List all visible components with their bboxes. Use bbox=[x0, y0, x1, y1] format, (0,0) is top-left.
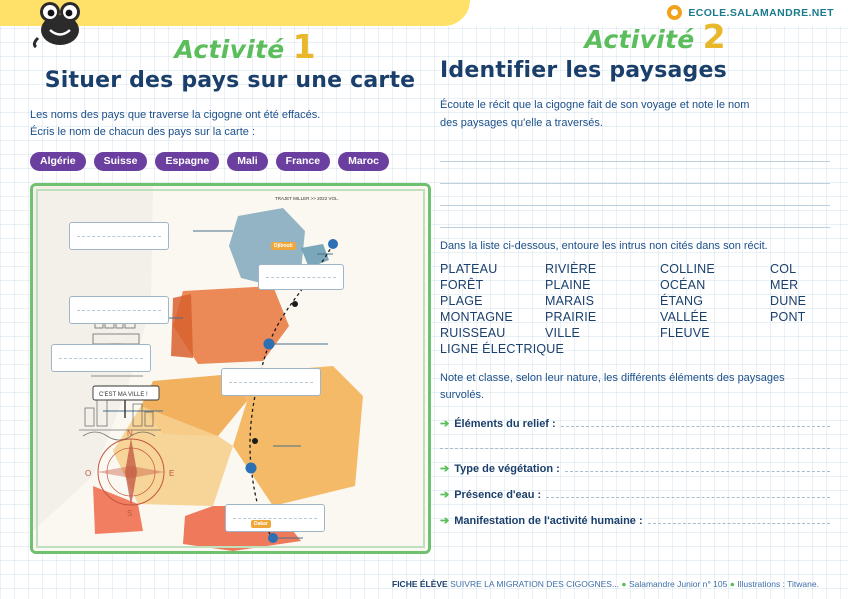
answer-line-4[interactable] bbox=[440, 206, 830, 228]
activity-1-label: Activité bbox=[174, 35, 285, 64]
landscape-word-grid bbox=[440, 262, 830, 356]
svg-text:C'EST MA VILLE !: C'EST MA VILLE ! bbox=[99, 392, 148, 399]
activity-2-heading bbox=[440, 17, 830, 56]
word-mer[interactable]: MER bbox=[770, 278, 799, 293]
word-prairie[interactable]: PRAIRIE bbox=[545, 310, 597, 325]
svg-text:S: S bbox=[127, 509, 133, 519]
activity-2-title: Identifier les paysages bbox=[440, 58, 727, 83]
footer-bullet-1: ● bbox=[621, 579, 627, 589]
brand-label: ECOLE.SALAMANDRE.NET bbox=[688, 6, 834, 19]
map-answer-box-6[interactable] bbox=[225, 504, 325, 532]
answer-lines-group bbox=[440, 140, 830, 228]
sun-logo-icon bbox=[667, 5, 682, 20]
prompt-vegetation-label: Type de végétation : bbox=[454, 463, 560, 476]
footer-credit: Illustrations : Titwane. bbox=[737, 579, 819, 589]
word-marais[interactable]: MARAIS bbox=[545, 294, 595, 309]
word-plage[interactable]: PLAGE bbox=[440, 294, 483, 309]
word-ruisseau[interactable]: RUISSEAU bbox=[440, 326, 506, 341]
activity-2-intro-line2: des paysages qu'elle a traversés. bbox=[440, 116, 603, 129]
brand bbox=[667, 5, 834, 20]
prompt-eau-input[interactable] bbox=[546, 496, 830, 498]
map-answer-box-4[interactable] bbox=[51, 344, 151, 372]
arrow-icon-3: ➔ bbox=[440, 489, 450, 502]
activity-2-intro-line1: Écoute le récit que la cigogne fait de son voyage et note le nom bbox=[440, 99, 750, 111]
prompt-relief-label: Éléments du relief : bbox=[454, 418, 556, 431]
footer bbox=[392, 579, 836, 589]
footer-text: SUIVRE LA MIGRATION DES CIGOGNES... bbox=[450, 579, 620, 589]
word-dune[interactable]: DUNE bbox=[770, 294, 807, 309]
country-tag-mali[interactable]: Mali bbox=[227, 152, 267, 171]
country-tag-suisse[interactable]: Suisse bbox=[94, 152, 148, 171]
word-montagne[interactable]: MONTAGNE bbox=[440, 310, 513, 325]
word-vallee[interactable]: VALLÉE bbox=[660, 310, 708, 325]
prompt-vegetation bbox=[440, 462, 830, 475]
prompt-relief bbox=[440, 417, 830, 430]
word-ocean[interactable]: OCÉAN bbox=[660, 278, 706, 293]
activity-1-intro bbox=[30, 107, 430, 141]
prompt-relief-input[interactable] bbox=[561, 425, 830, 427]
footer-bullet-2: ● bbox=[729, 579, 735, 589]
activity-1-number: 1 bbox=[292, 27, 316, 66]
arrow-icon-2: ➔ bbox=[440, 463, 450, 476]
word-plaine[interactable]: PLAINE bbox=[545, 278, 591, 293]
activity-2-number: 2 bbox=[702, 17, 726, 56]
word-ligne-electrique[interactable]: LIGNE ÉLECTRIQUE bbox=[440, 342, 565, 357]
arrow-icon-1: ➔ bbox=[440, 418, 450, 431]
footer-label: FICHE ÉLÈVE bbox=[392, 579, 448, 589]
activity-2-q3-line1: Note et classe, selon leur nature, les différents éléments des paysages bbox=[440, 372, 785, 385]
activity-2-question-3 bbox=[440, 370, 830, 404]
word-ville[interactable]: VILLE bbox=[545, 326, 581, 341]
word-plateau[interactable]: PLATEAU bbox=[440, 262, 498, 277]
prompt-activite-humaine-label: Manifestation de l'activité humaine : bbox=[454, 515, 643, 528]
word-col[interactable]: COL bbox=[770, 262, 797, 277]
map-answer-box-5[interactable] bbox=[221, 368, 321, 396]
arrow-icon-4: ➔ bbox=[440, 515, 450, 528]
country-tag-list bbox=[30, 152, 430, 171]
svg-text:E: E bbox=[169, 469, 175, 479]
prompt-eau-label: Présence d'eau : bbox=[454, 489, 542, 502]
word-fleuve[interactable]: FLEUVE bbox=[660, 326, 710, 341]
word-colline[interactable]: COLLINE bbox=[660, 262, 715, 277]
activity-2-intro bbox=[440, 97, 830, 132]
country-tag-algerie[interactable]: Algérie bbox=[30, 152, 86, 171]
activity-2-q3-line2: survolés. bbox=[440, 389, 485, 402]
city-label-1: Djibouti bbox=[271, 242, 296, 250]
country-tag-maroc[interactable]: Maroc bbox=[338, 152, 389, 171]
country-tag-espagne[interactable]: Espagne bbox=[155, 152, 219, 171]
activity-1-intro-line1: Les noms des pays que traverse la cigogne ont été effacés. bbox=[30, 109, 321, 121]
word-pont[interactable]: PONT bbox=[770, 310, 806, 325]
prompt-activite-humaine bbox=[440, 514, 830, 527]
activity-1-column bbox=[30, 27, 430, 554]
word-foret[interactable]: FORÊT bbox=[440, 278, 484, 293]
map-answer-box-3[interactable] bbox=[69, 296, 169, 324]
answer-line-1[interactable] bbox=[440, 140, 830, 162]
migration-map bbox=[30, 183, 431, 554]
activity-1-heading bbox=[30, 27, 430, 66]
prompt-vegetation-input[interactable] bbox=[565, 470, 830, 472]
answer-line-3[interactable] bbox=[440, 184, 830, 206]
svg-text:O: O bbox=[85, 469, 92, 479]
activity-2-label: Activité bbox=[584, 25, 695, 54]
activity-1-title: Situer des pays sur une carte bbox=[44, 68, 416, 93]
map-answer-box-1[interactable] bbox=[69, 222, 169, 250]
prompt-relief-input-2[interactable] bbox=[440, 447, 830, 449]
word-riviere[interactable]: RIVIÈRE bbox=[545, 262, 597, 277]
answer-line-2[interactable] bbox=[440, 162, 830, 184]
country-tag-france[interactable]: France bbox=[276, 152, 330, 171]
svg-text:N: N bbox=[127, 429, 133, 439]
word-empty-1 bbox=[770, 326, 830, 340]
prompt-eau bbox=[440, 488, 830, 501]
activity-2-column bbox=[440, 17, 830, 528]
svg-text:TRAJET MILLER >> 2022 VOL.: TRAJET MILLER >> 2022 VOL. bbox=[275, 196, 339, 202]
word-etang[interactable]: ÉTANG bbox=[660, 294, 704, 309]
activity-1-intro-line2: Écris le nom de chacun des pays sur la carte : bbox=[30, 126, 255, 139]
city-label-2: Dakar bbox=[251, 520, 271, 528]
activity-2-question-2: Dans la liste ci-dessous, entoure les intrus non cités dans son récit. bbox=[440, 240, 768, 253]
map-answer-box-2[interactable] bbox=[258, 264, 344, 290]
footer-source: Salamandre Junior n° 105 bbox=[628, 579, 728, 589]
prompt-activite-humaine-input[interactable] bbox=[648, 522, 830, 524]
